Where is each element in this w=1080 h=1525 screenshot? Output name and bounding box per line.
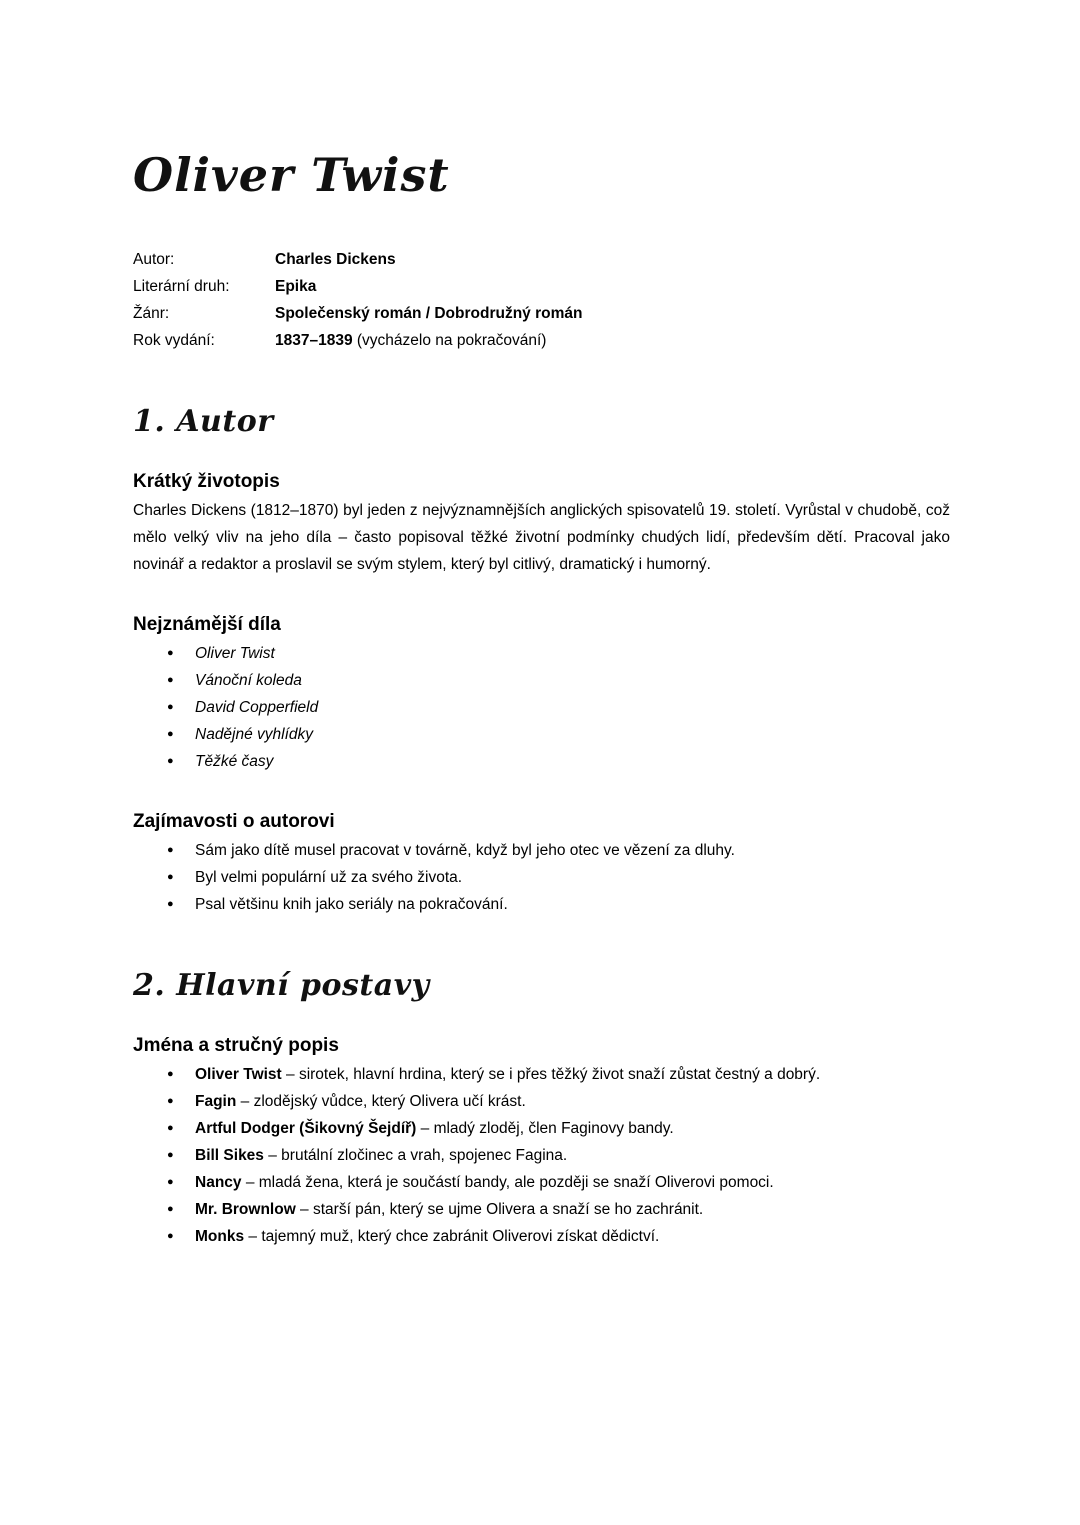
metadata-value-bold: Charles Dickens — [275, 251, 396, 268]
character-name: Oliver Twist — [195, 1066, 282, 1083]
metadata-label: Žánr: — [133, 305, 170, 322]
list-item — [133, 1115, 950, 1142]
metadata-row-autor — [133, 246, 950, 273]
metadata-label: Autor: — [133, 251, 175, 268]
work-title: Oliver Twist — [195, 645, 275, 662]
metadata-label: Literární druh: — [133, 278, 230, 295]
bio-paragraph: Charles Dickens (1812–1870) byl jeden z nejvýznamnějších anglických spisovatelů 19. století. Vyrůstal v chudobě, což mělo velký vliv na jeho díla – často popisoval těžké životní podmínky chudých lidí, především dětí. Pracoval jako novinář a redaktor a proslavil se svým stylem, který byl citlivý, dramatický i humorný. — [133, 502, 950, 573]
bullet-icon: ● — [167, 1203, 174, 1215]
metadata-value-bold: Společenský román / Dobrodružný román — [275, 305, 583, 322]
bullet-icon: ● — [167, 1149, 174, 1161]
list-item — [133, 640, 950, 667]
list-item — [133, 1169, 950, 1196]
list-item — [133, 694, 950, 721]
list-item — [133, 1196, 950, 1223]
bullet-icon: ● — [167, 701, 174, 713]
character-name: Artful Dodger (Šikovný Šejdíř) — [195, 1120, 417, 1137]
character-description: – zlodějský vůdce, který Olivera učí krást. — [236, 1093, 526, 1110]
bullet-icon: ● — [167, 1095, 174, 1107]
characters-list — [133, 1061, 950, 1250]
metadata-row-rok-vydani — [133, 327, 950, 354]
bullet-icon: ● — [167, 1122, 174, 1134]
subsection-heading-jmena-a-popis: Jména a stručný popis — [133, 1035, 339, 1056]
list-item — [133, 1088, 950, 1115]
character-description: – tajemný muž, který chce zabránit Oliverovi získat dědictví. — [244, 1228, 660, 1245]
metadata-row-zanr — [133, 300, 950, 327]
character-description: – mladý zloděj, člen Faginovy bandy. — [416, 1120, 674, 1137]
metadata-value-regular: (vycházelo na pokračování) — [352, 332, 547, 349]
works-list — [133, 640, 950, 775]
list-item — [133, 1223, 950, 1250]
list-item — [133, 837, 950, 864]
metadata-value — [275, 300, 582, 327]
fact-text: Sám jako dítě musel pracovat v továrně, když byl jeho otec ve vězení za dluhy. — [195, 842, 735, 859]
metadata-row-literarni-druh — [133, 273, 950, 300]
list-item — [133, 1142, 950, 1169]
bullet-icon: ● — [167, 898, 174, 910]
metadata-value-bold: 1837–1839 — [275, 332, 353, 349]
character-name: Bill Sikes — [195, 1147, 264, 1164]
bullet-icon: ● — [167, 674, 174, 686]
subsection-heading-kratky-zivotopis: Krátký životopis — [133, 471, 280, 492]
work-title: Nadějné vyhlídky — [195, 726, 314, 743]
list-item — [133, 1061, 950, 1088]
metadata-label: Rok vydání: — [133, 332, 215, 349]
metadata-value — [275, 273, 316, 300]
bullet-icon: ● — [167, 844, 174, 856]
list-item — [133, 721, 950, 748]
subsection-heading-nejznamejsi-dila: Nejznámější díla — [133, 614, 281, 635]
bullet-icon: ● — [167, 1176, 174, 1188]
bullet-icon: ● — [167, 1068, 174, 1080]
character-description: – starší pán, který se ujme Olivera a snaží se ho zachránit. — [295, 1201, 704, 1218]
character-description: – sirotek, hlavní hrdina, který se i přes těžký život snaží zůstat čestný a dobrý. — [281, 1066, 821, 1083]
bullet-icon: ● — [167, 1230, 174, 1242]
character-name: Mr. Brownlow — [195, 1201, 296, 1218]
metadata-value — [275, 246, 396, 273]
list-item — [133, 667, 950, 694]
bullet-icon: ● — [167, 647, 174, 659]
list-item — [133, 748, 950, 775]
section-heading-autor: 1. Autor — [133, 404, 274, 439]
character-name: Nancy — [195, 1174, 242, 1191]
metadata-value — [275, 327, 546, 354]
character-name: Monks — [195, 1228, 245, 1245]
fact-text: Byl velmi populární už za svého života. — [195, 869, 463, 886]
facts-list — [133, 837, 950, 918]
fact-text: Psal většinu knih jako seriály na pokračování. — [195, 896, 508, 913]
document-title: Oliver Twist — [133, 148, 450, 202]
bullet-icon: ● — [167, 728, 174, 740]
work-title: David Copperfield — [195, 699, 319, 716]
work-title: Těžké časy — [195, 753, 274, 770]
list-item — [133, 864, 950, 891]
list-item — [133, 891, 950, 918]
work-title: Vánoční koleda — [195, 672, 302, 689]
bullet-icon: ● — [167, 755, 174, 767]
character-name: Fagin — [195, 1093, 237, 1110]
bullet-icon: ● — [167, 871, 174, 883]
metadata-value-bold: Epika — [275, 278, 317, 295]
character-description: – brutální zločinec a vrah, spojenec Fagina. — [263, 1147, 568, 1164]
section-heading-hlavni-postavy: 2. Hlavní postavy — [133, 968, 430, 1003]
character-description: – mladá žena, která je součástí bandy, ale později se snaží Oliverovi pomoci. — [241, 1174, 774, 1191]
subsection-heading-zajimavosti: Zajímavosti o autorovi — [133, 811, 335, 832]
metadata-block — [133, 246, 950, 354]
